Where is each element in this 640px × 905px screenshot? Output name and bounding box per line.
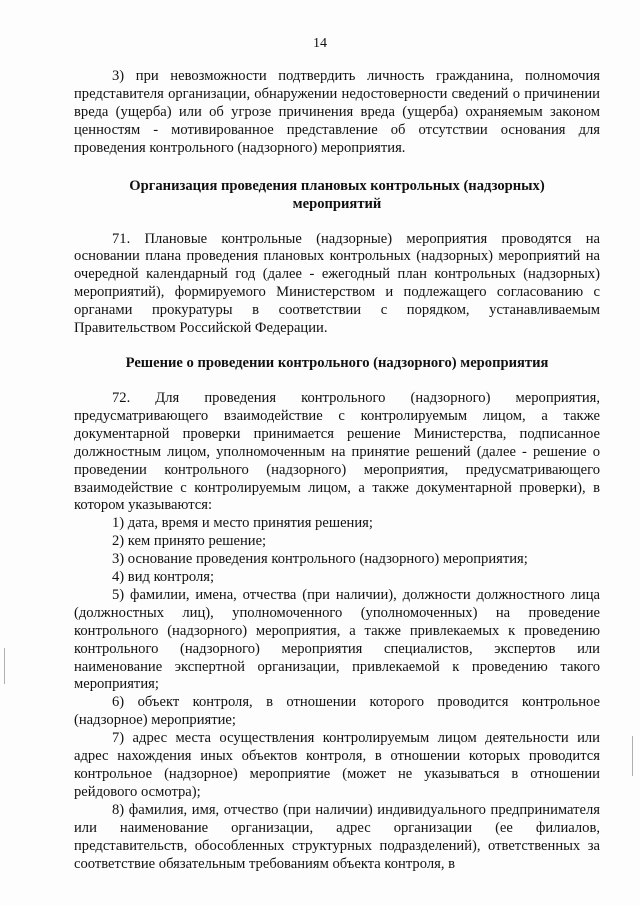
list-item-1: 1) дата, время и место принятия решения; — [112, 515, 373, 532]
list-item-8: 8) фамилия, имя, отчество (при наличии) индивидуального предпринимателя или наименование организации, адрес организации (ее филиалов, представительств, обособленных структурных подразделений), ответственных за соответствие обязательным требованиям объекта контроля, в — [74, 801, 600, 872]
page-number: 14 — [313, 36, 327, 51]
scan-artifact-left — [4, 648, 5, 684]
page-content — [74, 68, 600, 873]
intro-paragraph: 3) при невозможности подтвердить личность гражданина, полномочия представителя организации, обнаружении недостоверности сведений о причинении вреда (ущерба) или об угрозе причинения вреда (ущерба) охраняемым законом ценностям - мотивированное представление об отсутствии основания для проведения контрольного (надзорного) мероприятия. — [74, 68, 600, 156]
list-item-6: 6) объект контроля, в отношении которого проводится контрольное (надзорное) мероприятие; — [74, 694, 600, 729]
section-heading-planned-events: Организация проведения плановых контрольных (надзорных) мероприятий — [129, 177, 545, 212]
list-item-5: 5) фамилии, имена, отчества (при наличии), должности должностного лица (должностных лиц), уполномоченного (уполномоченных) на проведение контрольного (надзорного) мероприятия, а также привлекаемых к проведению контрольного (надзорного) мероприятия специалистов, экспертов или наименование экспертной организации, привлекаемой к проведению такого мероприятия; — [74, 586, 600, 693]
paragraph-71: 71. Плановые контрольные (надзорные) мероприятия проводятся на основании плана проведения плановых контрольных (надзорных) мероприятий на очередной календарный год (далее - ежегодный план контрольных (надзорных) мероприятий), формируемого Министерством и подлежащего согласованию с органами прокуратуры в соответствии с порядком, устанавливаемым Правительством Российской Федерации. — [74, 230, 600, 337]
list-item-7: 7) адрес места осуществления контролируемым лицом деятельности или адрес нахождения иных объектов контроля, в отношении которых проводится контрольное (надзорное) мероприятие (может не указываться в отношении рейдового осмотра); — [74, 730, 600, 800]
section-heading-decision: Решение о проведении контрольного (надзорного) мероприятия — [125, 354, 549, 371]
paragraph-72: 72. Для проведения контрольного (надзорного) мероприятия, предусматривающего взаимодействие с контролируемым лицом, а также документарной проверки принимается решение Министерства, подписанное должностным лицом, уполномоченным на принятие решений (далее - решение о проведении контрольного (надзорного) мероприятия, предусматривающего взаимодействие с контролируемым лицом, а также документарной проверки), в котором указываются: — [74, 389, 600, 514]
list-item-3: 3) основание проведения контрольного (надзорного) мероприятия; — [112, 551, 528, 568]
scan-artifact-right — [632, 736, 633, 776]
list-item-4: 4) вид контроля; — [112, 569, 215, 586]
list-item-2: 2) кем принято решение; — [112, 533, 267, 550]
